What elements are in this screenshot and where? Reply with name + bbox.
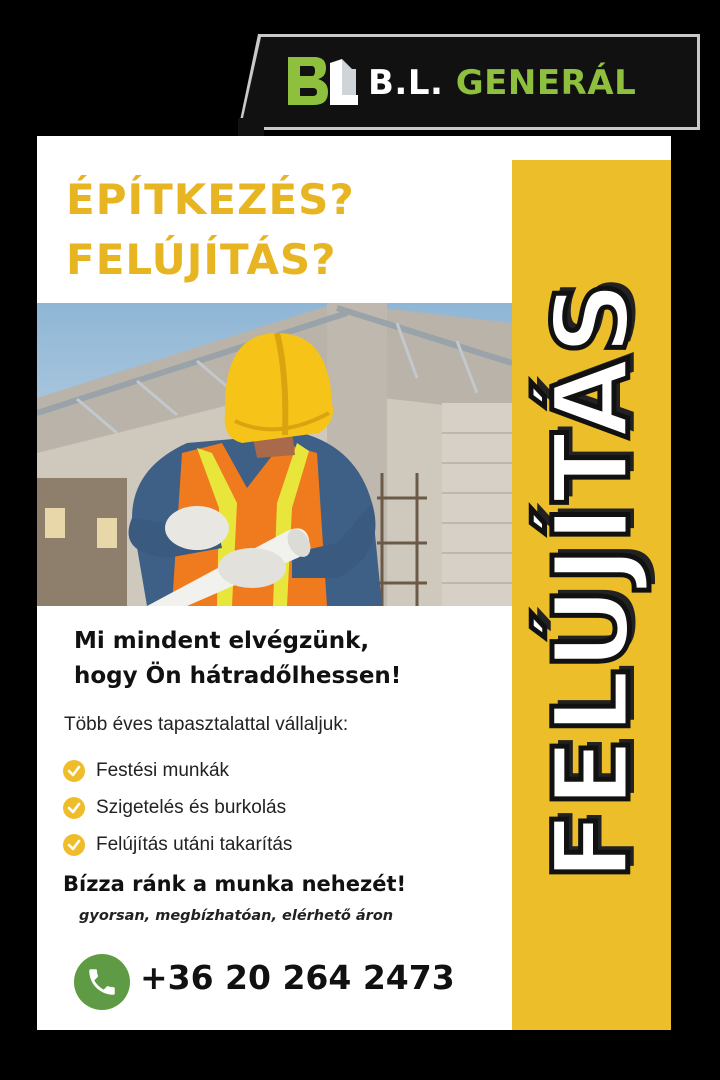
tagline-line-1: Mi mindent elvégzünk,: [74, 628, 370, 654]
check-icon: [63, 797, 85, 819]
call-to-action: Bízza ránk a munka nehezét!: [63, 872, 407, 896]
list-item: [63, 826, 292, 863]
service-label: Felújítás utáni takarítás: [96, 833, 293, 855]
bl-building-logo: [286, 55, 358, 107]
check-icon: [63, 760, 85, 782]
service-label: Festési munkák: [96, 759, 230, 781]
phone-number[interactable]: +36 20 264 2473: [140, 958, 455, 997]
services-list: [63, 752, 292, 863]
brand-prefix: B.L.: [368, 63, 444, 103]
list-item: [63, 789, 292, 826]
headline: [66, 170, 506, 290]
headline-line-2: FELÚJÍTÁS?: [66, 235, 337, 284]
check-icon: [63, 834, 85, 856]
brand-name: [368, 58, 636, 108]
brand-suffix: GENERÁL: [455, 63, 637, 103]
header-tail: [238, 118, 264, 136]
vertical-banner-text: FELÚJÍTÁS: [531, 278, 653, 882]
call-to-action-subtitle: gyorsan, megbízhatóan, elérhető áron: [79, 908, 394, 924]
service-label: Szigetelés és burkolás: [96, 796, 287, 818]
list-item: [63, 752, 292, 789]
tagline-line-2: hogy Ön hátradőlhessen!: [74, 663, 402, 689]
phone-icon[interactable]: [74, 954, 130, 1010]
headline-line-1: ÉPÍTKEZÉS?: [66, 175, 355, 224]
services-intro: Több éves tapasztalattal vállaljuk:: [64, 714, 349, 735]
tagline: [74, 624, 514, 694]
construction-worker-photo: [37, 303, 512, 606]
